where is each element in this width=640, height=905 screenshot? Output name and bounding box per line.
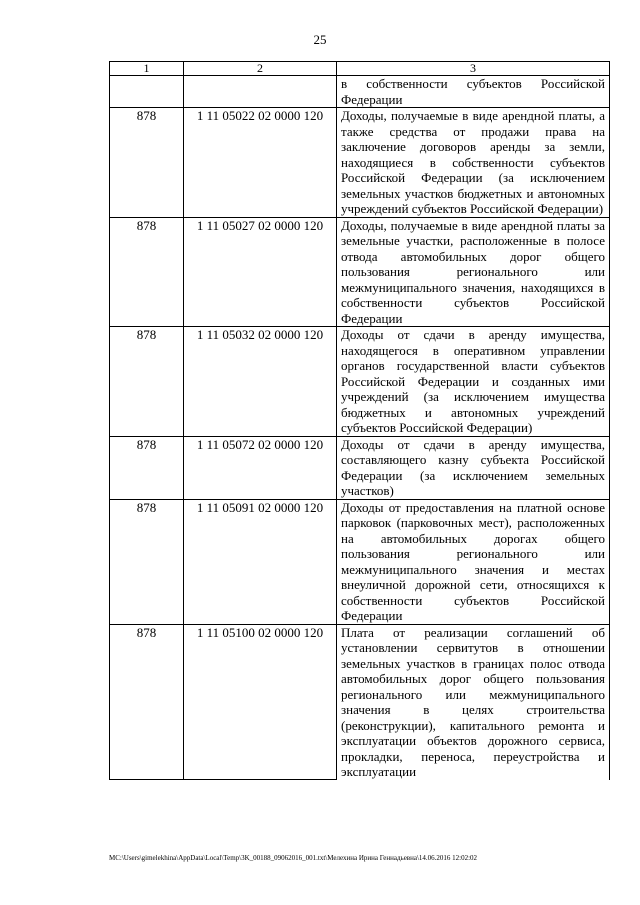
header-col-1: 1 xyxy=(110,62,184,76)
kbk-code-cell: 1 11 05100 02 0000 120 xyxy=(184,624,337,780)
kbk-code-cell: 1 11 05072 02 0000 120 xyxy=(184,436,337,499)
description-cell: Доходы, получаемые в виде арендной платы, а также средства от продажи права на заключение договоров аренды за земли, находящиеся в собственности субъектов Российской Федерации (за исключением земельных участков бюджетных и автономных учреждений субъектов Российской Федерации) xyxy=(337,108,610,218)
kbk-code-cell: 1 11 05091 02 0000 120 xyxy=(184,499,337,624)
kbk-code-cell: 1 11 05022 02 0000 120 xyxy=(184,108,337,218)
table-row xyxy=(110,327,610,437)
table-row xyxy=(110,108,610,218)
kbk-code-cell xyxy=(184,76,337,108)
table-row xyxy=(110,436,610,499)
table-header-row xyxy=(110,62,610,76)
table-row xyxy=(110,217,610,327)
header-col-3: 3 xyxy=(337,62,610,76)
footer-file-path: MC:\Users\gimelekhina\AppData\Local\Temp\3K_00188_09062016_001.txt\Мелехина Ирина Геннадьевна\14.06.2016 12:02:02 xyxy=(109,854,478,862)
page-number: 25 xyxy=(313,32,327,47)
admin-code-cell xyxy=(110,76,184,108)
header-col-2: 2 xyxy=(184,62,337,76)
admin-code-cell: 878 xyxy=(110,436,184,499)
admin-code-cell: 878 xyxy=(110,624,184,780)
kbk-code-cell: 1 11 05027 02 0000 120 xyxy=(184,217,337,327)
table-row xyxy=(110,76,610,108)
description-cell: Доходы от сдачи в аренду имущества, находящегося в оперативном управлении органов государственной власти субъектов Российской Федерации и созданных ими учреждений (за исключением имущества бюджетных и автономных учреждений субъектов Российской Федерации) xyxy=(337,327,610,437)
admin-code-cell: 878 xyxy=(110,108,184,218)
description-cell: Доходы от сдачи в аренду имущества, составляющего казну субъекта Российской Федерации (за исключением земельных участков) xyxy=(337,436,610,499)
description-cell: Доходы, получаемые в виде арендной платы за земельные участки, расположенные в полосе отвода автомобильных дорог общего пользования регионального или межмуниципального значения, находящихся в собственности субъектов Российской Федерации xyxy=(337,217,610,327)
revenue-codes-table xyxy=(109,61,610,780)
description-cell: Доходы от предоставления на платной основе парковок (парковочных мест), расположенных на автомобильных дорогах общего пользования регионального или межмуниципального значения и местах внеуличной дорожной сети, относящихся к собственности субъектов Российской Федерации xyxy=(337,499,610,624)
admin-code-cell: 878 xyxy=(110,217,184,327)
table-row xyxy=(110,499,610,624)
admin-code-cell: 878 xyxy=(110,327,184,437)
kbk-code-cell: 1 11 05032 02 0000 120 xyxy=(184,327,337,437)
description-cell: Плата от реализации соглашений об установлении сервитутов в отношении земельных участков в границах полос отвода автомобильных дорог общего пользования регионального или межмуниципального значения в целях строительства (реконструкции), капитального ремонта и эксплуатации объектов дорожного сервиса, прокладки, переноса, переустройства и эксплуатации xyxy=(337,624,610,780)
admin-code-cell: 878 xyxy=(110,499,184,624)
description-cell: в собственности субъектов Российской Федерации xyxy=(337,76,610,108)
table-row xyxy=(110,624,610,780)
